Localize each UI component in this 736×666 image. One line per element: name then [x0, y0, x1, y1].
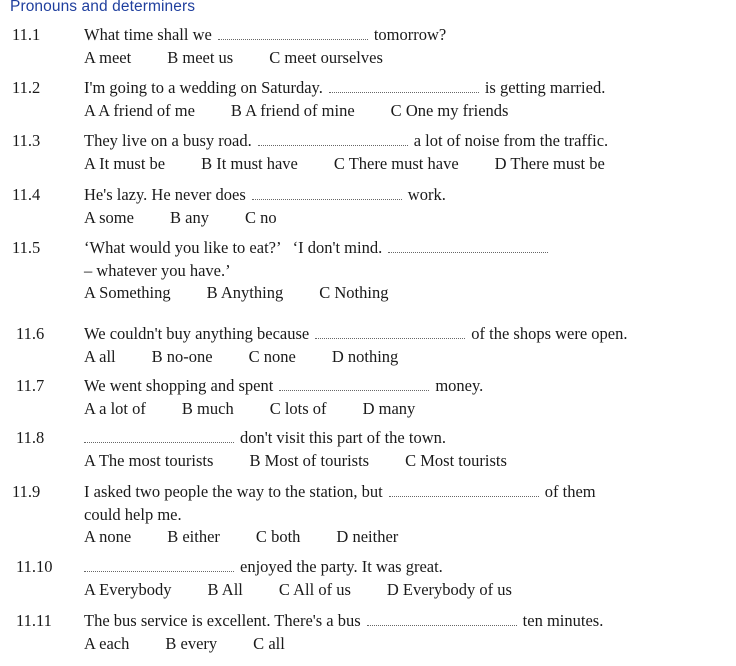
option-letter: A: [84, 398, 96, 418]
question-text-before: We went shopping and spent: [84, 376, 274, 395]
question-text: [84, 24, 724, 47]
answer-option[interactable]: [84, 153, 165, 176]
option-text: no-one: [166, 346, 213, 366]
option-text: nothing: [347, 346, 399, 366]
option-letter: D: [362, 398, 375, 418]
option-text: every: [180, 633, 218, 653]
answer-options: [84, 207, 724, 230]
question-body: [84, 427, 724, 473]
answer-options: [84, 398, 724, 421]
answer-option[interactable]: [208, 579, 243, 602]
answer-option[interactable]: [182, 398, 234, 421]
option-text: meet: [99, 47, 132, 67]
question-text: [84, 427, 724, 450]
option-text: meet us: [182, 47, 234, 67]
question-text: [84, 323, 724, 346]
option-text: Everybody of us: [402, 579, 512, 599]
answer-blank[interactable]: [367, 613, 517, 626]
option-letter: C: [253, 633, 265, 653]
option-text: both: [271, 527, 301, 546]
option-letter: B: [249, 450, 261, 470]
option-text: a lot of: [99, 398, 146, 418]
answer-option[interactable]: [363, 398, 416, 421]
answer-options: [84, 450, 724, 473]
question-text-before: What time shall we: [84, 25, 212, 44]
option-letter: D: [331, 346, 344, 366]
option-text: any: [185, 207, 209, 227]
question-text: [84, 237, 724, 260]
answer-option[interactable]: [84, 207, 134, 230]
option-letter: A: [84, 207, 96, 227]
option-text: Nothing: [334, 283, 389, 302]
question-number: 11.2: [12, 78, 41, 97]
answer-options: [84, 579, 724, 602]
option-letter: B: [169, 207, 181, 227]
answer-option[interactable]: [84, 398, 146, 421]
answer-option[interactable]: [84, 100, 195, 123]
answer-option[interactable]: [405, 450, 507, 473]
option-letter: A: [84, 450, 96, 470]
answer-option[interactable]: [170, 207, 209, 230]
option-text: All of us: [293, 579, 351, 599]
answer-options: [84, 282, 724, 305]
answer-option[interactable]: [152, 346, 213, 369]
answer-option[interactable]: [84, 47, 131, 70]
question-text-after: ten minutes.: [522, 611, 604, 630]
answer-option[interactable]: [334, 153, 459, 176]
question-number: 11.9: [12, 482, 41, 501]
question-number: 11.4: [12, 185, 41, 204]
option-text: It must be: [99, 153, 166, 173]
option-letter: B: [207, 579, 219, 599]
answer-options: [84, 100, 724, 123]
option-text: The most tourists: [98, 450, 214, 470]
option-letter: C: [278, 579, 290, 599]
answer-blank[interactable]: [84, 559, 234, 572]
option-text: none: [99, 527, 132, 546]
answer-option[interactable]: [256, 526, 300, 549]
answer-option[interactable]: [249, 346, 296, 369]
answer-option[interactable]: [249, 450, 369, 473]
question-text-continued: could help me.: [84, 504, 182, 524]
answer-option[interactable]: [336, 526, 398, 549]
option-text: A friend of mine: [245, 100, 355, 120]
option-letter: C: [390, 100, 402, 120]
option-text: lots of: [284, 398, 327, 418]
question-text-before: They live on a busy road.: [84, 131, 252, 150]
question-text-before: We couldn't buy anything because: [84, 324, 310, 343]
answer-options: [84, 633, 724, 656]
answer-option[interactable]: [165, 633, 217, 656]
option-text: All: [221, 579, 243, 599]
option-text: much: [197, 398, 234, 418]
question-number: 11.6: [16, 324, 45, 343]
option-text: Something: [99, 283, 171, 302]
question-text: [84, 610, 724, 633]
question-number: 11.3: [12, 131, 41, 150]
question-number: 11.1: [12, 25, 41, 44]
answer-option[interactable]: [270, 398, 327, 421]
answer-blank[interactable]: [389, 484, 539, 497]
option-text: some: [99, 207, 134, 227]
option-letter: C: [255, 527, 267, 546]
option-text: none: [263, 346, 296, 366]
option-letter: D: [494, 153, 507, 173]
question-text: [84, 556, 724, 579]
question-text-after: of the shops were open.: [471, 324, 628, 343]
answer-option[interactable]: [319, 282, 388, 305]
question-body: [84, 237, 724, 305]
answer-option[interactable]: [245, 207, 277, 230]
option-letter: C: [269, 47, 281, 67]
answer-options: [84, 346, 724, 369]
question-text-after: is getting married.: [484, 78, 606, 97]
option-letter: A: [84, 100, 96, 120]
answer-option[interactable]: [201, 153, 298, 176]
answer-blank[interactable]: [388, 240, 548, 253]
option-letter: A: [84, 47, 96, 67]
question-number: 11.7: [16, 376, 45, 395]
question-text-after: don't visit this part of the town.: [240, 428, 447, 447]
option-letter: D: [386, 579, 399, 599]
question-text-after: enjoyed the party. It was great.: [240, 557, 443, 576]
answer-blank[interactable]: [258, 133, 408, 146]
question-text-after: tomorrow?: [373, 25, 447, 44]
answer-option[interactable]: [84, 450, 213, 473]
option-letter: B: [181, 398, 193, 418]
answer-blank[interactable]: [252, 187, 402, 200]
option-text: It must have: [216, 153, 298, 173]
question-text: [84, 130, 724, 153]
option-letter: A: [84, 346, 96, 366]
option-letter: A: [84, 153, 96, 173]
answer-options: [84, 47, 724, 70]
question-text-after: money.: [435, 376, 484, 395]
answer-option[interactable]: [84, 633, 129, 656]
answer-option[interactable]: [269, 47, 383, 70]
question-text-after: of them: [544, 482, 596, 501]
option-text: Most of tourists: [264, 450, 370, 470]
option-letter: B: [201, 153, 213, 173]
question-body: [84, 24, 724, 70]
answer-options: [84, 153, 724, 176]
answer-options: [84, 526, 724, 549]
option-letter: B: [167, 47, 179, 67]
option-text: Everybody: [99, 579, 172, 599]
question-text: [84, 375, 724, 398]
question-number: 11.5: [12, 238, 41, 257]
question-number: 11.10: [16, 557, 53, 576]
answer-blank[interactable]: [279, 378, 429, 391]
option-letter: B: [206, 283, 218, 302]
option-text: neither: [352, 527, 399, 546]
answer-option[interactable]: [207, 282, 284, 305]
question-body: [84, 375, 724, 421]
answer-blank[interactable]: [84, 430, 234, 443]
option-letter: A: [84, 283, 96, 302]
question-text-before: He's lazy. He never does: [84, 185, 246, 204]
option-text: There must have: [348, 153, 459, 173]
answer-option[interactable]: [84, 579, 172, 602]
question-body: [84, 184, 724, 230]
option-letter: D: [336, 527, 349, 546]
option-text: A friend of me: [98, 100, 195, 120]
option-letter: A: [84, 633, 96, 653]
option-text: meet ourselves: [284, 47, 383, 67]
question-text-before: ‘What would you like to eat?’ ‘I don't mind.: [84, 238, 383, 257]
answer-option[interactable]: [84, 282, 171, 305]
option-letter: C: [269, 398, 281, 418]
option-letter: B: [151, 346, 163, 366]
question-text: [84, 184, 724, 207]
option-text: either: [182, 527, 220, 546]
option-letter: B: [165, 633, 177, 653]
option-letter: C: [405, 450, 417, 470]
answer-blank[interactable]: [218, 27, 368, 40]
question-number: 11.11: [16, 611, 52, 630]
question-body: [84, 610, 724, 656]
answer-option[interactable]: [167, 47, 233, 70]
question-body: [84, 481, 724, 549]
option-text: many: [378, 398, 416, 418]
option-letter: C: [244, 207, 256, 227]
question-text-after: work.: [407, 185, 446, 204]
option-letter: A: [84, 579, 96, 599]
answer-option[interactable]: [391, 100, 509, 123]
option-letter: B: [167, 527, 179, 546]
answer-option[interactable]: [332, 346, 398, 369]
option-letter: B: [230, 100, 242, 120]
option-text: One my friends: [405, 100, 509, 120]
answer-option[interactable]: [84, 526, 131, 549]
answer-option[interactable]: [167, 526, 220, 549]
option-text: Most tourists: [420, 450, 507, 470]
question-text-before: I'm going to a wedding on Saturday.: [84, 78, 323, 97]
option-text: Anything: [220, 283, 284, 302]
option-text: each: [99, 633, 130, 653]
answer-option[interactable]: [253, 633, 285, 656]
answer-blank[interactable]: [329, 80, 479, 93]
question-body: [84, 130, 724, 176]
question-text-before: The bus service is excellent. There's a bus: [84, 611, 361, 630]
question-number: 11.8: [16, 428, 45, 447]
answer-option[interactable]: [387, 579, 512, 602]
option-text: all: [268, 633, 285, 653]
option-text: There must be: [510, 153, 605, 173]
question-body: [84, 77, 724, 123]
option-letter: A: [84, 527, 96, 546]
question-text-before: I asked two people the way to the station, but: [84, 482, 383, 501]
question-text-continued: – whatever you have.’: [84, 260, 231, 280]
option-letter: C: [319, 283, 331, 302]
answer-blank[interactable]: [315, 326, 465, 339]
option-letter: C: [248, 346, 260, 366]
question-text: [84, 481, 724, 504]
option-letter: C: [333, 153, 345, 173]
section-title: Pronouns and determiners: [10, 0, 196, 15]
answer-option[interactable]: [84, 346, 116, 369]
question-text-after: a lot of noise from the traffic.: [413, 131, 609, 150]
answer-option[interactable]: [231, 100, 355, 123]
question-body: [84, 556, 724, 602]
question-text: [84, 77, 724, 100]
option-text: all: [99, 346, 116, 366]
answer-option[interactable]: [495, 153, 605, 176]
answer-option[interactable]: [279, 579, 351, 602]
question-body: [84, 323, 724, 369]
option-text: no: [260, 207, 277, 227]
